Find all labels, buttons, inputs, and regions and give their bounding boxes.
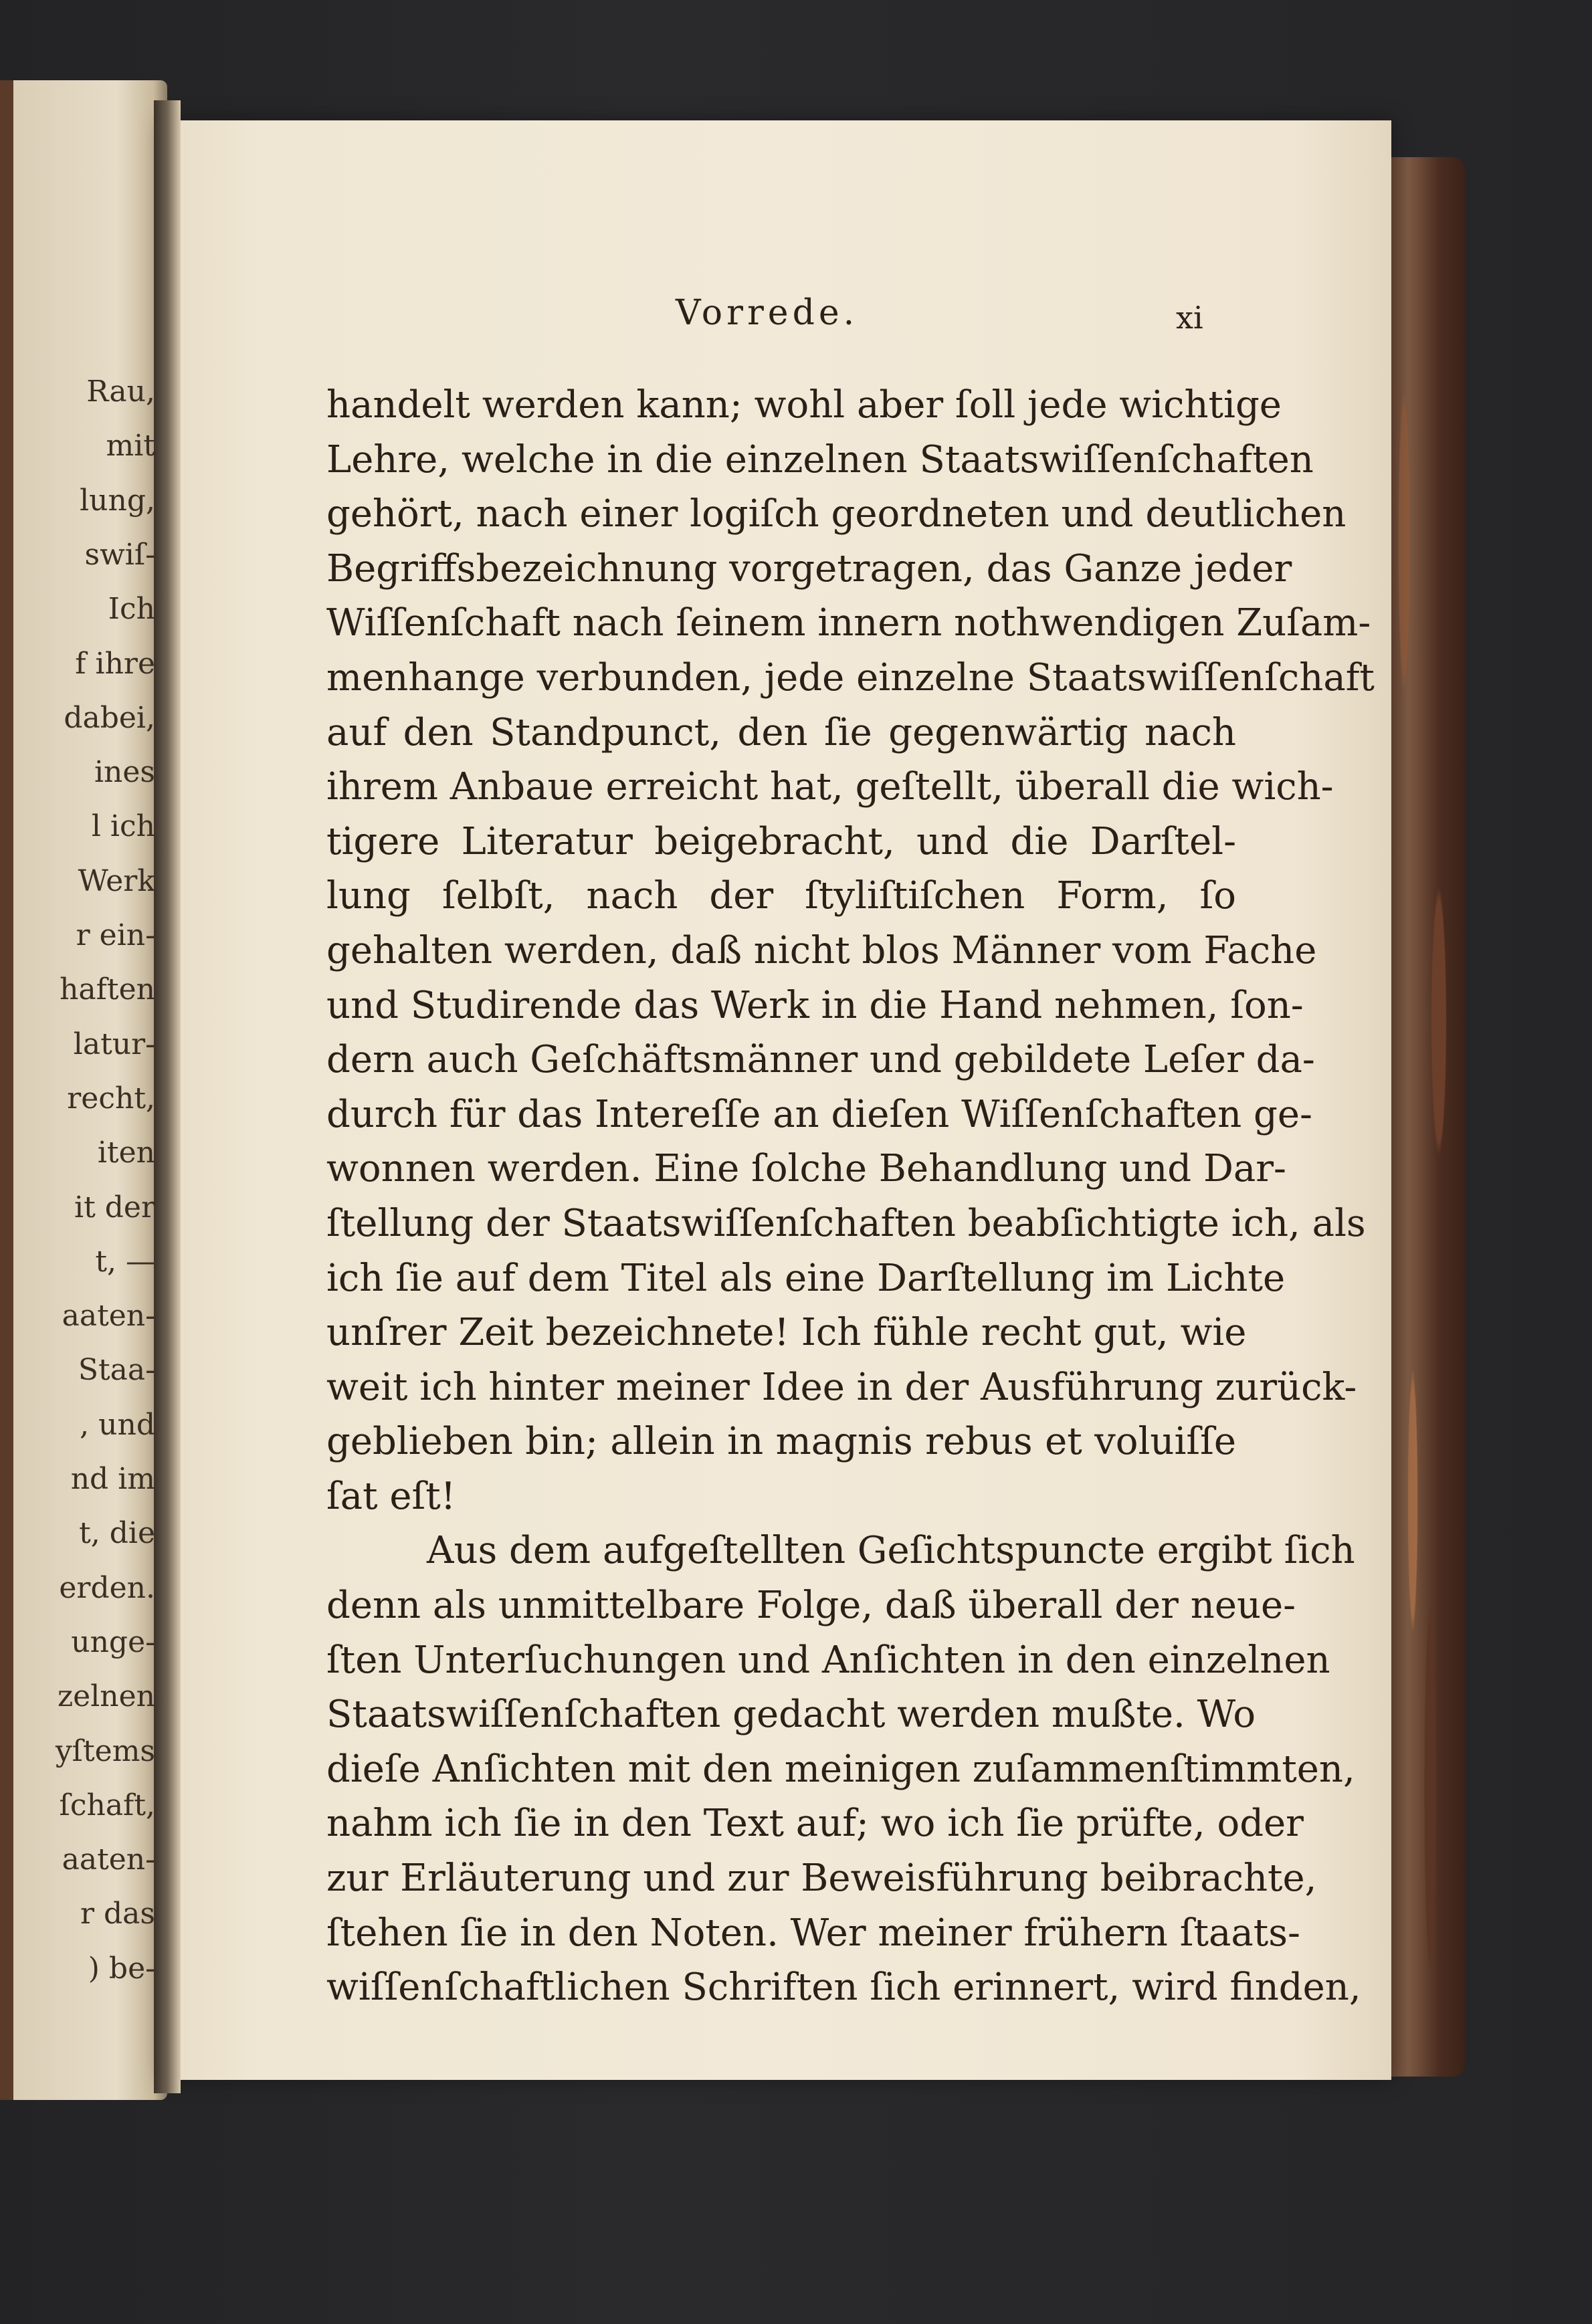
facing-page-fragment: , und [80,1407,155,1442]
facing-page-fragment: t, — [95,1244,155,1279]
text-line: Begriffsbezeichnung vorgetragen, das Ganze jeder [326,546,1292,591]
facing-page-fragment: aaten- [62,1842,155,1877]
facing-page-fragment: recht, [67,1081,155,1116]
body-text [326,378,1375,2015]
text-line: geblieben bin; allein in magnis rebus et voluiſſe [326,1420,1236,1464]
text-line: und Studirende das Werk in die Hand nehmen, ſon- [326,983,1304,1027]
text-line: lung ſelbſt, nach der ſtyliſtiſchen Form, ſo [326,874,1236,918]
facing-page-fragment: latur- [73,1027,155,1061]
facing-page-fragment: f ihre [75,646,155,681]
text-line: Lehre, welche in die einzelnen Staatswiſſenſchaften [326,437,1314,482]
text-line: Wiſſenſchaft nach ſeinem innern nothwendigen Zuſam- [326,601,1371,645]
text-line: durch für das Intereſſe an dieſen Wiſſenſchaften ge- [326,1092,1312,1136]
text-line: ich ſie auf dem Titel als eine Darſtellung im Lichte [326,1256,1286,1300]
facing-page-fragment: r das [80,1897,155,1931]
text-line: wiſſenſchaftlichen Schriften ſich erinnert, wird finden, [326,1966,1361,2010]
facing-page-fragment: ) be- [88,1951,155,1986]
facing-page-fragment: iten [97,1136,155,1170]
text-line: zur Erläuterung und zur Beweisführung beibrachte, [326,1857,1317,1901]
page-number: xi [1176,300,1203,336]
text-line: ſat eſt! [326,1474,456,1518]
text-line: menhange verbunden, jede einzelne Staatswiſſenſchaft [326,655,1375,700]
text-line: denn als unmittelbare Folge, daß überall der neue- [326,1584,1296,1628]
facing-page-fragment: erden. [59,1570,155,1605]
text-line: unſrer Zeit bezeichnete! Ich fühle recht gut, wie [326,1311,1247,1355]
facing-page-fragment: it der [74,1190,155,1225]
facing-page-fragment: ſchaft, [59,1788,155,1822]
facing-page-fragment: swiſ- [84,537,155,572]
facing-page-fragment: haften [60,972,155,1007]
text-line: ſtehen ſie in den Noten. Wer meiner frühern ſtaats- [326,1911,1300,1955]
text-line: weit ich hinter meiner Idee in der Ausführung zurück- [326,1365,1357,1409]
facing-page-fragment: t, die [79,1516,155,1551]
text-line: ihrem Anbaue erreicht hat, geſtellt, überall die wich- [326,765,1334,809]
facing-page-fragment: ines [94,755,155,790]
text-line: nahm ich ſie in den Text auf; wo ich ſie prüfte, oder [326,1802,1304,1846]
text-line: gehört, nach einer logiſch geordneten und deutlichen [326,492,1347,536]
facing-page-fragment: aaten- [62,1299,155,1334]
text-line: wonnen werden. Eine ſolche Behandlung und Dar- [326,1147,1286,1191]
text-line: dieſe Anſichten mit den meinigen zuſammenſtimmten, [326,1747,1355,1791]
text-line: ſtellung der Staatswiſſenſchaften beabſichtigte ich, als [326,1201,1366,1245]
left-cover [0,80,13,2100]
facing-page-fragment: zelnen [57,1679,155,1714]
gutter-shadow [154,100,181,2093]
text-line: auf den Standpunct, den ſie gegenwärtig nach [326,710,1236,754]
text-line: ſten Unterſuchungen und Anſichten in den einzelnen [326,1638,1330,1682]
facing-page-fragment: Ich [108,592,155,627]
facing-page-fragment: lung, [80,483,155,518]
text-line: dern auch Geſchäftsmänner und gebildete Leſer da- [326,1038,1315,1082]
facing-page-fragment: nd im [70,1462,155,1496]
facing-page-fragment: unge- [71,1624,155,1659]
facing-page-fragment: Werk [78,863,155,898]
facing-page-fragment: dabei, [64,700,155,735]
text-line: handelt werden kann; wohl aber ſoll jede wichtige [326,383,1282,427]
text-line: tigere Literatur beigebracht, und die Darſtel- [326,819,1236,863]
text-line: Staatswiſſenſchaften gedacht werden mußte. Wo [326,1693,1256,1737]
running-header: Vorrede. [676,293,859,333]
facing-page-fragment: Rau, [86,375,155,409]
facing-page-fragment: l ich [91,809,155,844]
facing-page-fragment: mit [106,429,155,463]
text-line: gehalten werden, daß nicht blos Männer vom Fache [326,928,1317,972]
facing-page-fragment: Staa- [78,1353,155,1388]
text-line: Aus dem aufgeſtellten Geſichtspuncte ergibt ſich [427,1529,1355,1573]
facing-page-fragment: r ein- [76,918,155,952]
facing-page-fragment: yſtems [55,1733,155,1768]
